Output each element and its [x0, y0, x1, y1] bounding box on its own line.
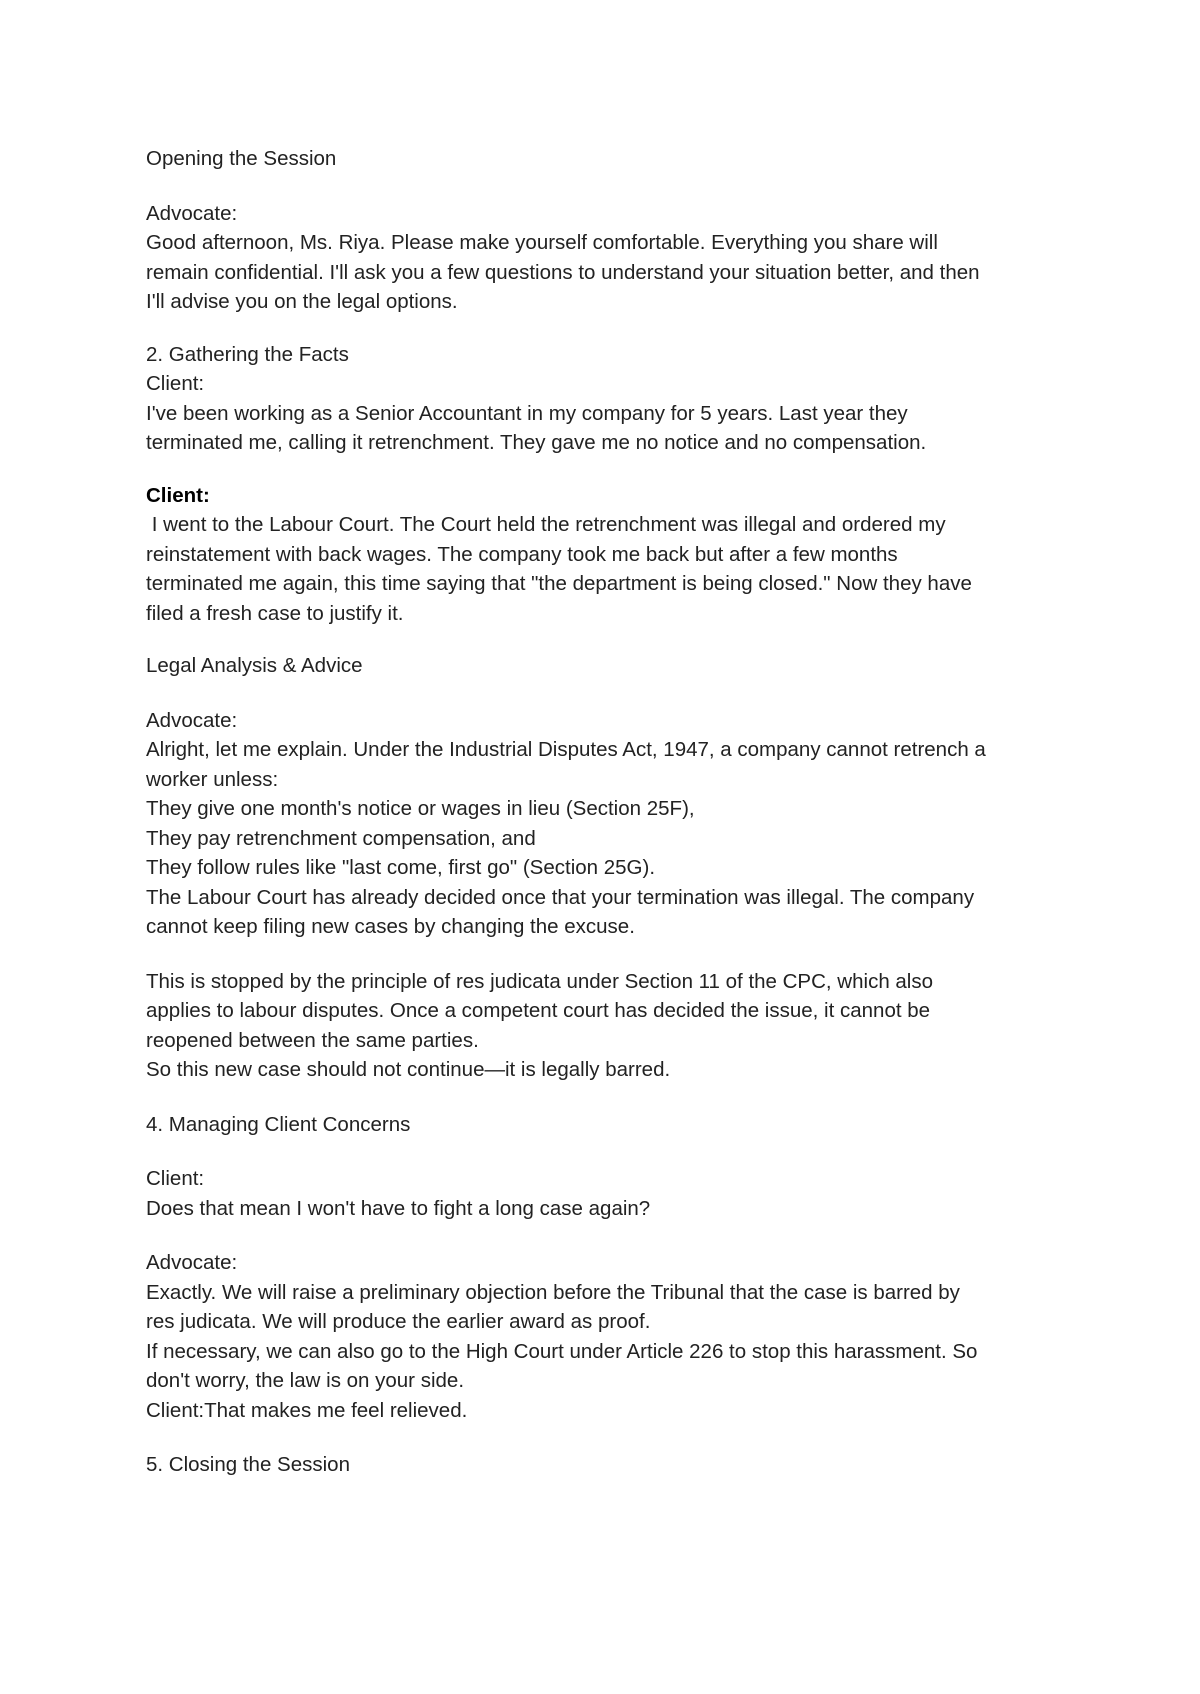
- paragraph-line: Client:That makes me feel relieved.: [146, 1398, 468, 1422]
- paragraph-line: Good afternoon, Ms. Riya. Please make yourself comfortable. Everything you share will: [146, 231, 938, 254]
- paragraph-line: remain confidential. I'll ask you a few questions to understand your situation better, and then: [146, 260, 980, 284]
- paragraph-line: reinstatement with back wages. The company took me back but after a few months: [146, 542, 898, 566]
- paragraph-line: reopened between the same parties.: [146, 1028, 479, 1052]
- section-heading-analysis: Legal Analysis & Advice: [146, 654, 363, 677]
- paragraph-line: They give one month's notice or wages in lieu (Section 25F),: [146, 797, 695, 820]
- paragraph-line: This is stopped by the principle of res judicata under Section 11 of the CPC, which also: [146, 969, 934, 993]
- paragraph-line: I've been working as a Senior Accountant in my company for 5 years. Last year they: [146, 401, 908, 425]
- document-page: [146, 144, 1076, 1480]
- paragraph-line: I'll advise you on the legal options.: [146, 290, 458, 313]
- paragraph-line: I went to the Labour Court. The Court held the retrenchment was illegal and ordered my: [146, 513, 946, 536]
- paragraph-line: If necessary, we can also go to the High Court under Article 226 to stop this harassment. So: [146, 1339, 978, 1363]
- speaker-label: Client:: [146, 1167, 205, 1190]
- section-heading-opening: Opening the Session: [146, 147, 337, 170]
- paragraph-line: Exactly. We will raise a preliminary objection before the Tribunal that the case is barred by: [146, 1280, 960, 1304]
- paragraph-line: Alright, let me explain. Under the Industrial Disputes Act, 1947, a company cannot retrench a: [146, 738, 986, 761]
- speaker-label: Client:: [146, 372, 205, 395]
- paragraph-line: cannot keep filing new cases by changing the excuse.: [146, 915, 635, 938]
- speaker-label-bold: Client:: [146, 483, 210, 507]
- speaker-label: Advocate:: [146, 1251, 238, 1274]
- paragraph-line: terminated me again, this time saying that "the department is being closed." Now they have: [146, 572, 972, 595]
- paragraph-line: The Labour Court has already decided once that your termination was illegal. The company: [146, 885, 975, 909]
- paragraph-line: applies to labour disputes. Once a competent court has decided the issue, it cannot be: [146, 999, 931, 1022]
- paragraph-line: Does that mean I won't have to fight a long case again?: [146, 1196, 651, 1220]
- speaker-label: Advocate:: [146, 708, 238, 732]
- paragraph-line: terminated me, calling it retrenchment. They gave me no notice and no compensation.: [146, 431, 927, 454]
- paragraph-line: They follow rules like "last come, first go" (Section 25G).: [146, 856, 656, 879]
- section-heading-closing: 5. Closing the Session: [146, 1453, 350, 1476]
- paragraph-line: filed a fresh case to justify it.: [146, 601, 404, 625]
- speaker-label: Advocate:: [146, 201, 238, 225]
- paragraph-line: So this new case should not continue—it is legally barred.: [146, 1058, 671, 1081]
- paragraph-line: res judicata. We will produce the earlier award as proof.: [146, 1310, 651, 1333]
- section-heading-gathering: 2. Gathering the Facts: [146, 342, 349, 366]
- paragraph-line: They pay retrenchment compensation, and: [146, 826, 536, 850]
- paragraph-line: don't worry, the law is on your side.: [146, 1369, 465, 1392]
- section-heading-concerns: 4. Managing Client Concerns: [146, 1112, 411, 1136]
- paragraph-line: worker unless:: [146, 767, 279, 791]
